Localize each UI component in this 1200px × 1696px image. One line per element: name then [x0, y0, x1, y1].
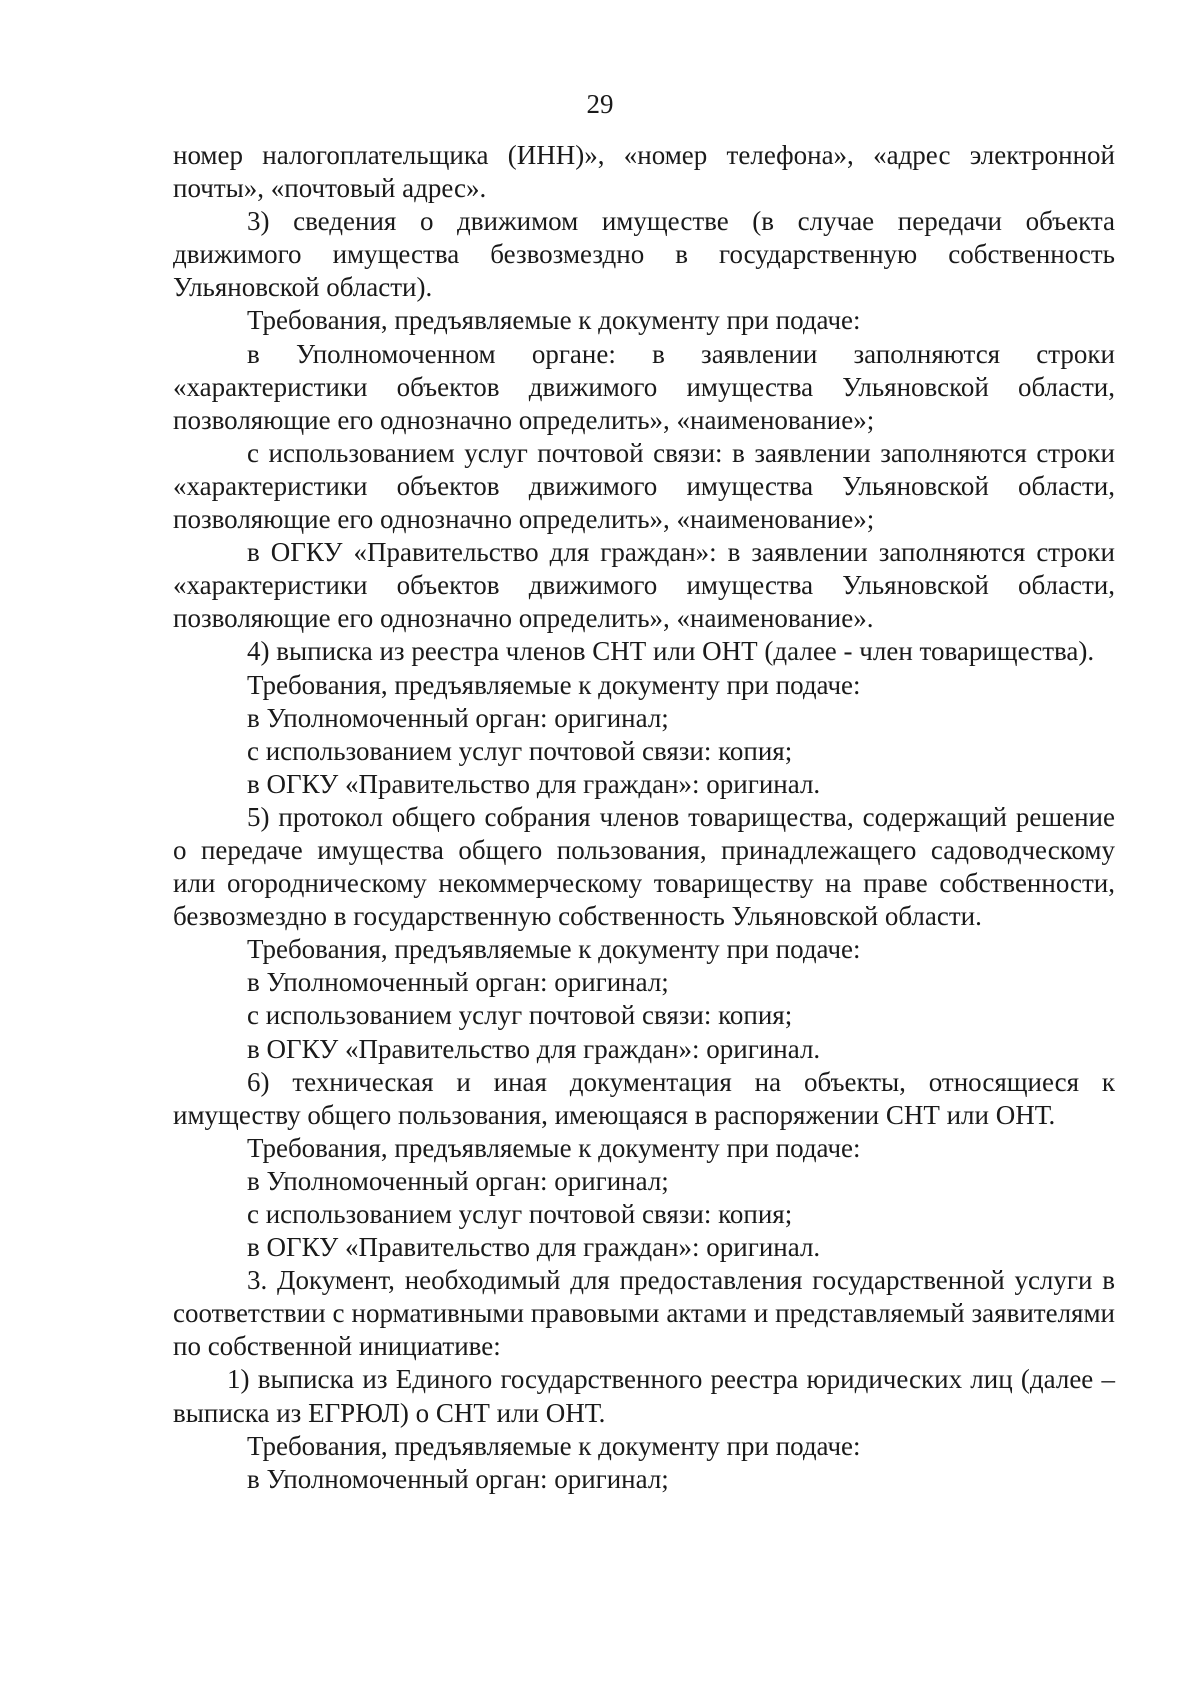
list-item: в ОГКУ «Правительство для граждан»: оригинал. — [247, 1232, 821, 1263]
list-item: в Уполномоченный орган: оригинал; — [247, 702, 669, 733]
paragraph: Требования, предъявляемые к документу при подаче: — [247, 934, 861, 965]
paragraph: 6) техническая и иная документация на объекты, относящиеся к имуществу общего пользования, имеющаяся в распоряжении СНТ или ОНТ. — [173, 1066, 1115, 1130]
list-item: с использованием услуг почтовой связи: копия; — [247, 1000, 793, 1031]
list-item: с использованием услуг почтовой связи: копия; — [247, 735, 793, 766]
list-item: в ОГКУ «Правительство для граждан»: оригинал. — [247, 768, 821, 799]
paragraph: в ОГКУ «Правительство для граждан»: в заявлении заполняются строки «характеристики объектов движимого имущества Ульяновской области, позволяющие его однозначно определить», «наименование». — [173, 537, 1115, 634]
list-item: в ОГКУ «Правительство для граждан»: оригинал. — [247, 1033, 821, 1064]
paragraph: 3) сведения о движимом имуществе (в случае передачи объекта движимого имущества безвозмездно в государственную собственность Ульяновской области). — [173, 206, 1115, 303]
paragraph: номер налогоплательщика (ИНН)», «номер телефона», «адрес электронной почты», «почтовый адрес». — [173, 140, 1115, 204]
paragraph: Требования, предъявляемые к документу при подаче: — [247, 1430, 861, 1461]
paragraph: Требования, предъявляемые к документу при подаче: — [247, 669, 861, 700]
paragraph: 5) протокол общего собрания членов товарищества, содержащий решение о передаче имущества общего пользования, принадлежащего садоводческому или огородническому некоммерческому товариществу на праве собственности, безвозмездно в государственную собственность Ульяновской области. — [173, 801, 1115, 932]
paragraph: с использованием услуг почтовой связи: в заявлении заполняются строки «характеристики объектов движимого имущества Ульяновской области, позволяющие его однозначно определить», «наименование»; — [173, 437, 1115, 535]
paragraph: 1) выписка из Единого государственного реестра юридических лиц (далее – выписка из ЕГРЮЛ) о СНТ или ОНТ. — [173, 1364, 1115, 1428]
paragraph: в Уполномоченном органе: в заявлении заполняются строки «характеристики объектов движимого имущества Ульяновской области, позволяющие его однозначно определить», «наименование»; — [173, 338, 1115, 435]
list-item: с использованием услуг почтовой связи: копия; — [247, 1199, 793, 1229]
paragraph: 3. Документ, необходимый для предоставления государственной услуги в соответствии с нормативными правовыми актами и представляемый заявителями по собственной инициативе: — [173, 1265, 1115, 1362]
list-item: в Уполномоченный орган: оригинал; — [247, 967, 669, 998]
list-item: в Уполномоченный орган: оригинал; — [247, 1463, 669, 1494]
page-number: 29 — [586, 89, 614, 119]
paragraph: 4) выписка из реестра членов СНТ или ОНТ (далее - член товарищества). — [247, 636, 1095, 667]
paragraph: Требования, предъявляемые к документу при подаче: — [247, 1132, 861, 1163]
paragraph: Требования, предъявляемые к документу при подаче: — [247, 305, 861, 336]
document-body — [173, 139, 1115, 1496]
list-item: в Уполномоченный орган: оригинал; — [247, 1165, 669, 1196]
